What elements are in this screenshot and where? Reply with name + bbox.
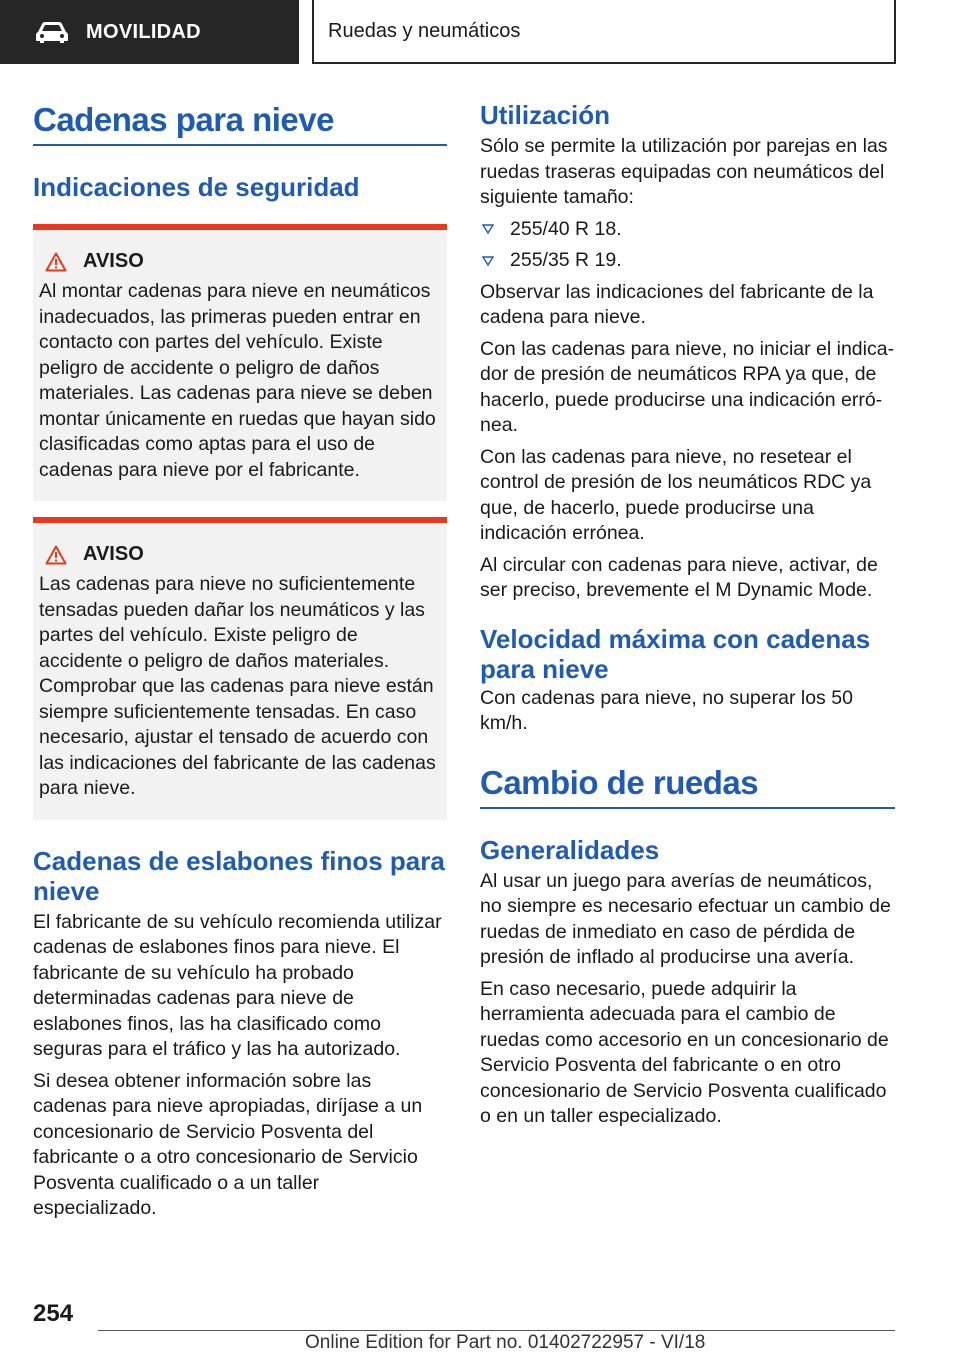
edition-text: Online Edition for Part no. 01402722957 - VI/18	[305, 1332, 706, 1353]
right-column	[480, 100, 895, 1136]
paragraph: El fabricante de su vehículo recomienda utilizar cadenas de eslabones finos para nieve. El fabricante de su vehículo ha probado determinadas cadenas para nieve de eslabones finos, las ha clasificado como seguras para el tráfico y las ha autorizado.	[33, 910, 442, 1060]
warning-triangle-icon	[45, 252, 67, 272]
paragraph: Al circular con cadenas para nieve, activar, de ser preciso, brevemente el M Dynamic Mode.	[480, 553, 878, 601]
chapter-label: Ruedas y neumáticos	[328, 19, 521, 42]
usage-heading: Utilización	[480, 100, 611, 130]
title-rule	[480, 807, 895, 809]
warning-text: Al montar cadenas para nieve en neumáticos inadecuados, las primeras pueden entrar en contacto con partes del vehículo. Existe peligro de accidente o peligro de daños materiales. Las cadenas para nieve se deben montar únicamente en ruedas que hayan sido clasificadas como aptas para el uso de cadenas para nieve por el fabricante.	[39, 280, 436, 481]
chapter-tab	[312, 0, 896, 64]
footer-rule	[98, 1330, 895, 1331]
triangle-bullet-icon	[482, 256, 494, 266]
safety-heading: Indicaciones de seguridad	[33, 172, 360, 202]
paragraph: Con cadenas para nieve, no superar los 50 km/h.	[480, 686, 853, 734]
paragraph: Al usar un juego para averías de neumáticos, no siempre es necesario efectuar un cambio de ruedas de inmediato en caso de pérdida de presión de inflado al producirse una avería.	[480, 869, 891, 968]
wheel-change-title: Cambio de ruedas	[480, 763, 759, 801]
paragraph: Sólo se permite la utilización por parejas en las ruedas traseras equipadas con neumáticos del siguiente tamaño:	[480, 135, 888, 208]
list-item	[480, 248, 895, 274]
section-label: MOVILIDAD	[86, 20, 201, 43]
triangle-bullet-icon	[482, 224, 494, 234]
fine-links-heading: Cadenas de eslabones finos para nieve	[33, 845, 445, 906]
title-rule	[33, 144, 447, 146]
tire-size: 255/40 R 18.	[510, 217, 622, 240]
paragraph: Con las cadenas para nieve, no resetear el control de presión de los neumáticos RDC ya que, de hacerlo, puede producirse una indicación errónea.	[480, 445, 872, 544]
car-icon	[34, 20, 70, 44]
paragraph: Con las cadenas para nieve, no iniciar el indicador de presión de neumáticos RPA ya que, de hacerlo, puede producirse una indicación errónea.	[480, 337, 895, 436]
max-speed-heading: Velocidad máxima con cadenas para nieve	[480, 623, 871, 684]
paragraph: Si desea obtener información sobre las cadenas para nieve apropiadas, diríjase a un concesionario de Servicio Posventa del fabricante o a otro concesionario de Servicio Posventa cualificado o a un taller especializado.	[33, 1069, 423, 1219]
paragraph: En caso necesario, puede adquirir la herramienta adecuada para el cambio de ruedas como accesorio en un concesionario de Servicio Posventa del fabricante o en otro concesionario de Servicio Posventa cualificado o en un taller especializado.	[480, 977, 889, 1127]
section-tab	[0, 0, 299, 64]
warning-label: AVISO	[83, 543, 144, 565]
page-number: 254	[33, 1300, 74, 1327]
warning-triangle-icon	[45, 545, 67, 565]
warning-label: AVISO	[83, 250, 144, 272]
list-item	[480, 217, 895, 243]
warning-box	[33, 224, 447, 501]
page-title: Cadenas para nieve	[33, 101, 334, 138]
general-heading: Generalidades	[480, 834, 660, 865]
warning-box	[33, 517, 447, 820]
paragraph: Observar las indicaciones del fabricante de la cadena para nieve.	[480, 280, 874, 328]
tire-size-list	[480, 217, 895, 274]
tire-size: 255/35 R 19.	[510, 249, 622, 271]
warning-text: Las cadenas para nieve no suficientemente tensadas pueden dañar los neumáticos y las partes del vehículo. Existe peligro de accidente o peligro de daños materiales. Comprobar que las cadenas para nieve están siempre suficientemente tensadas. En caso necesario, ajustar el tensado de acuerdo con las indicaciones del fabricante de las cadenas para nieve.	[39, 573, 436, 799]
left-column	[33, 100, 447, 1228]
